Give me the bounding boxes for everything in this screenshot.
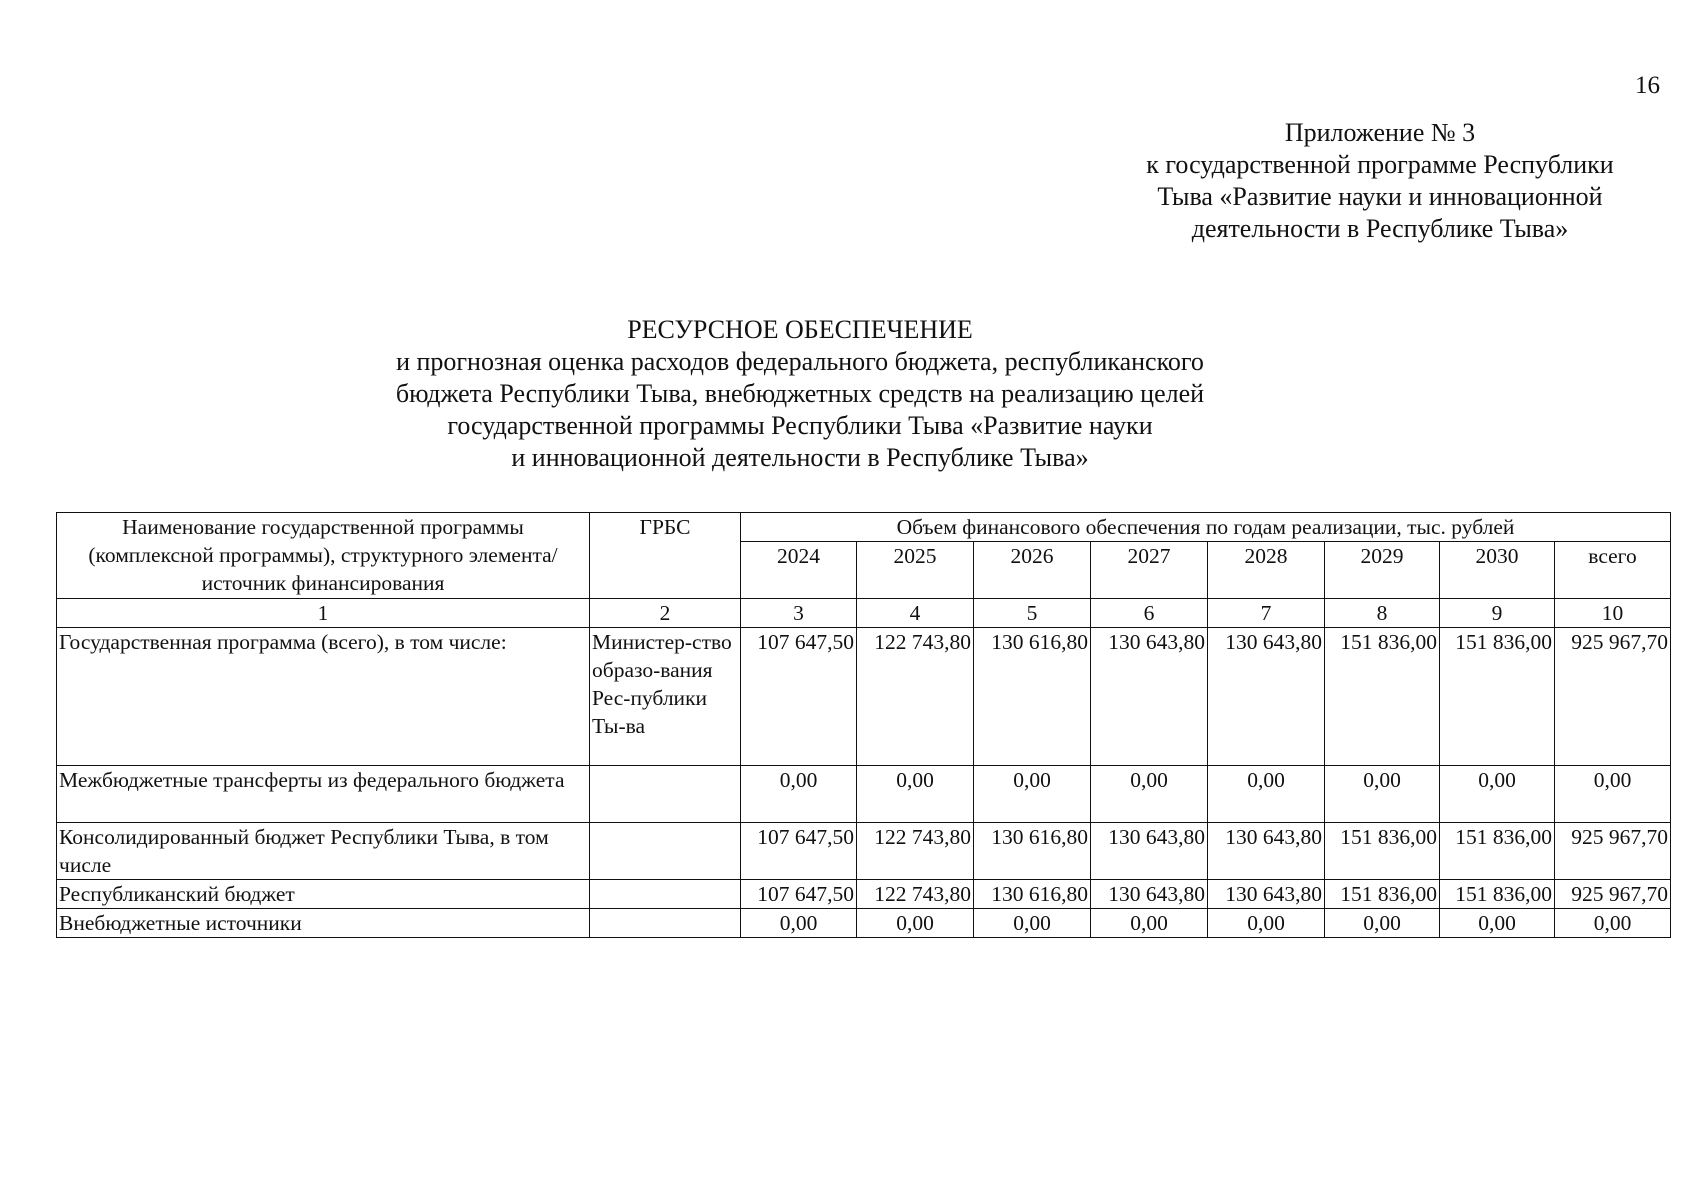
value-cell: 151 836,00: [1440, 628, 1555, 766]
value-cell: 0,00: [741, 909, 857, 938]
table-row: [57, 909, 1671, 938]
appendix-line: к государственной программе Республики: [1146, 150, 1614, 179]
row-name-cell: Внебюджетные источники: [57, 909, 590, 938]
value-cell: 130 643,80: [1091, 823, 1208, 880]
value-cell: 0,00: [1555, 909, 1671, 938]
table-row: [57, 628, 1671, 766]
value-cell: 107 647,50: [741, 880, 857, 909]
value-cell: 151 836,00: [1325, 823, 1440, 880]
value-cell: 0,00: [1440, 766, 1555, 823]
appendix-block: [1120, 117, 1640, 245]
column-number: 3: [741, 599, 857, 628]
title-heading: РЕСУРСНОЕ ОБЕСПЕЧЕНИЕ: [627, 315, 973, 344]
value-cell: 0,00: [1208, 766, 1325, 823]
row-grbs-cell: Министер-ство образо-вания Рес-публики Ты-ва: [590, 628, 741, 766]
value-cell: 130 616,80: [974, 823, 1091, 880]
resource-table: [56, 512, 1671, 938]
header-year-cell: 2030: [1440, 542, 1555, 599]
document-title: [300, 314, 1300, 474]
header-year-cell: 2027: [1091, 542, 1208, 599]
header-volume-cell: Объем финансового обеспечения по годам реализации, тыс. рублей: [741, 513, 1671, 542]
row-name-cell: Государственная программа (всего), в том числе:: [57, 628, 590, 766]
column-number: 1: [57, 599, 590, 628]
value-cell: 122 743,80: [857, 823, 974, 880]
header-total-cell: всего: [1555, 542, 1671, 599]
column-number: 8: [1325, 599, 1440, 628]
column-number: 10: [1555, 599, 1671, 628]
value-cell: 151 836,00: [1440, 823, 1555, 880]
column-number: 5: [974, 599, 1091, 628]
appendix-line: деятельности в Республике Тыва»: [1191, 214, 1569, 243]
header-year-cell: 2028: [1208, 542, 1325, 599]
row-grbs-cell: [590, 823, 741, 880]
column-number: 4: [857, 599, 974, 628]
value-cell: 0,00: [1325, 909, 1440, 938]
row-name-cell: Консолидированный бюджет Республики Тыва, в том числе: [57, 823, 590, 880]
title-line: и прогнозная оценка расходов федерального бюджета, республиканского: [396, 347, 1204, 376]
header-year-cell: 2024: [741, 542, 857, 599]
value-cell: 130 643,80: [1208, 823, 1325, 880]
value-cell: 107 647,50: [741, 628, 857, 766]
header-year-cell: 2026: [974, 542, 1091, 599]
value-cell: 0,00: [974, 909, 1091, 938]
value-cell: 130 643,80: [1091, 628, 1208, 766]
row-grbs-cell: [590, 880, 741, 909]
column-numbers-row: [57, 599, 1671, 628]
value-cell: 130 643,80: [1208, 880, 1325, 909]
row-name-cell: Межбюджетные трансферты из федерального бюджета: [57, 766, 590, 823]
title-line: бюджета Республики Тыва, внебюджетных средств на реализацию целей: [395, 379, 1205, 408]
value-cell: 0,00: [1440, 909, 1555, 938]
value-cell: 925 967,70: [1555, 880, 1671, 909]
value-cell: 107 647,50: [741, 823, 857, 880]
header-year-cell: 2025: [857, 542, 974, 599]
value-cell: 130 616,80: [974, 628, 1091, 766]
value-cell: 130 616,80: [974, 880, 1091, 909]
header-year-cell: 2029: [1325, 542, 1440, 599]
appendix-line: Приложение № 3: [1284, 118, 1476, 147]
value-cell: 0,00: [1208, 909, 1325, 938]
value-cell: 925 967,70: [1555, 823, 1671, 880]
value-cell: 0,00: [857, 766, 974, 823]
value-cell: 0,00: [857, 909, 974, 938]
value-cell: 151 836,00: [1325, 628, 1440, 766]
row-grbs-cell: [590, 909, 741, 938]
column-number: 7: [1208, 599, 1325, 628]
row-grbs-cell: [590, 766, 741, 823]
value-cell: 151 836,00: [1440, 880, 1555, 909]
title-line: государственной программы Республики Тыва «Развитие науки: [447, 411, 1153, 440]
header-grbs-cell: ГРБС: [590, 513, 741, 599]
table-row: [57, 880, 1671, 909]
table-row: [57, 766, 1671, 823]
column-number: 9: [1440, 599, 1555, 628]
value-cell: 0,00: [1091, 766, 1208, 823]
header-name-cell: Наименование государственной программы (комплексной программы), структурного элемента/ источник финансирования: [57, 513, 590, 599]
value-cell: 122 743,80: [857, 880, 974, 909]
value-cell: 0,00: [1555, 766, 1671, 823]
value-cell: 0,00: [974, 766, 1091, 823]
value-cell: 130 643,80: [1091, 880, 1208, 909]
value-cell: 0,00: [741, 766, 857, 823]
value-cell: 122 743,80: [857, 628, 974, 766]
value-cell: 130 643,80: [1208, 628, 1325, 766]
value-cell: 0,00: [1091, 909, 1208, 938]
value-cell: 151 836,00: [1325, 880, 1440, 909]
appendix-line: Тыва «Развитие науки и инновационной: [1157, 182, 1603, 211]
table-header-row: [57, 513, 1671, 542]
column-number: 2: [590, 599, 741, 628]
title-line: и инновационной деятельности в Республике Тыва»: [511, 443, 1089, 472]
column-number: 6: [1091, 599, 1208, 628]
page-number: 16: [1635, 72, 1660, 99]
table-row: [57, 823, 1671, 880]
row-name-cell: Республиканский бюджет: [57, 880, 590, 909]
value-cell: 0,00: [1325, 766, 1440, 823]
value-cell: 925 967,70: [1555, 628, 1671, 766]
